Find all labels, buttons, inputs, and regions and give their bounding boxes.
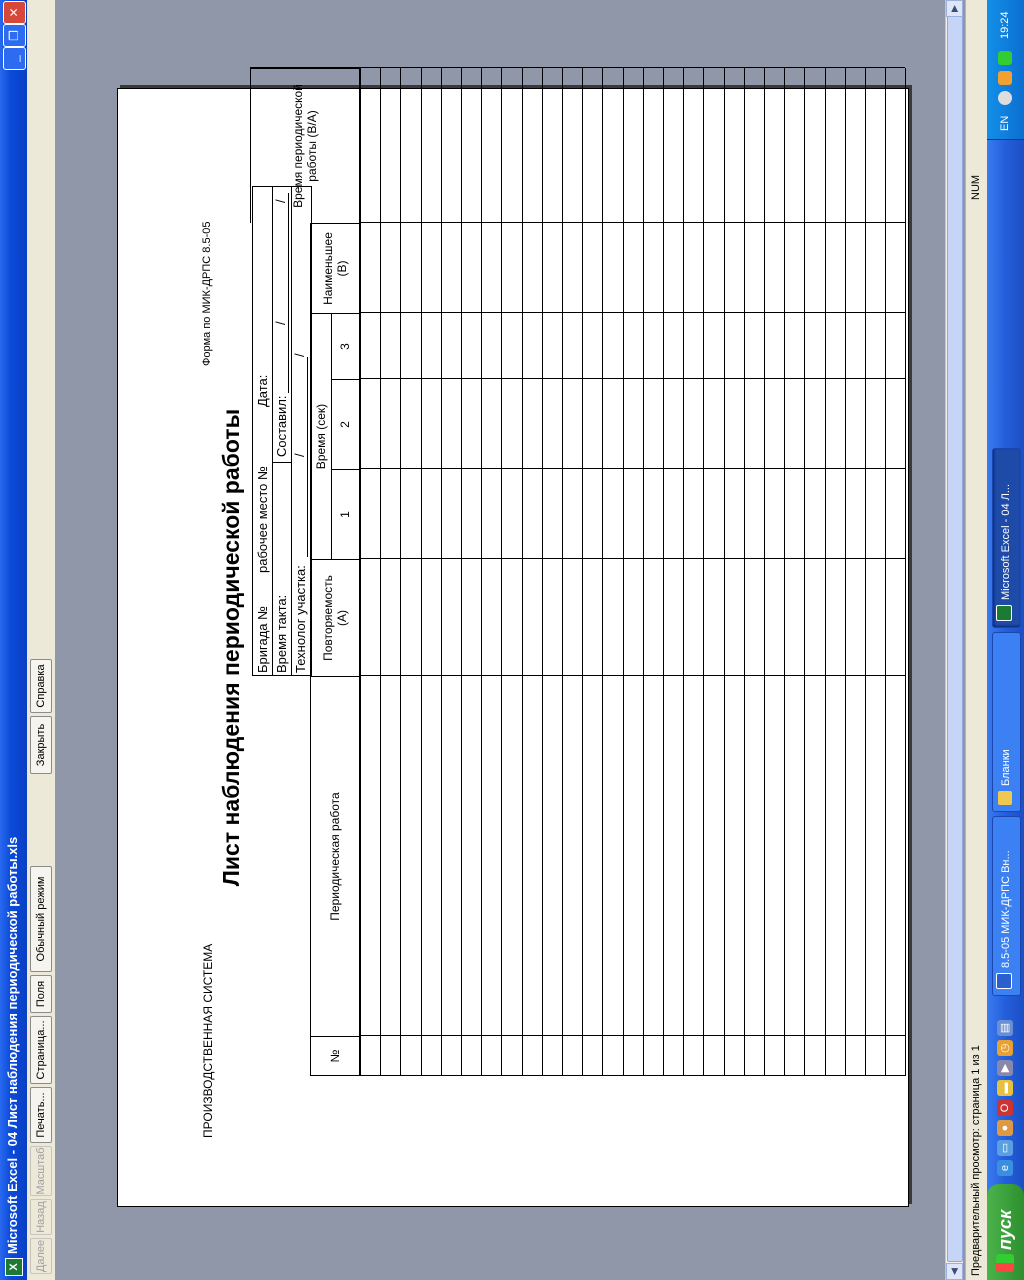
status-bar	[965, 0, 988, 1280]
window-icon[interactable]: ▤	[997, 1020, 1013, 1036]
ie-icon[interactable]: e	[997, 1160, 1013, 1176]
col-header-t3: 3	[332, 313, 360, 379]
technologist-slash-2: /	[292, 353, 307, 357]
preview-workspace	[55, 0, 965, 1280]
task-word-document[interactable]: 8.5-05 МИК-ДРПС Вн...	[992, 816, 1021, 996]
col-header-work: Периодическая работа	[310, 676, 360, 1036]
table-col-line	[360, 312, 905, 313]
scroll-right-icon[interactable]: ▶	[946, 0, 963, 17]
info-row-2	[272, 187, 292, 675]
system-tray	[987, 0, 1024, 140]
windows-logo-icon	[996, 1254, 1014, 1272]
table-row-line	[905, 68, 906, 1076]
table-col-line	[360, 558, 905, 559]
clock-icon[interactable]: ◷	[997, 1040, 1013, 1056]
info-block	[252, 186, 312, 676]
table-row-line	[501, 68, 502, 1076]
desktop-icon[interactable]: ▭	[997, 1140, 1013, 1156]
date-label: Дата:	[255, 374, 270, 407]
table-col-line	[360, 468, 905, 469]
table-row-line	[623, 68, 624, 1076]
table-row-line	[643, 68, 644, 1076]
printed-page[interactable]	[117, 84, 909, 1207]
table-row-line	[522, 68, 523, 1076]
compiled-slash-1: /	[273, 321, 288, 325]
taskbar	[987, 0, 1024, 1280]
table-row-line	[562, 68, 563, 1076]
language-indicator[interactable]: EN	[999, 115, 1011, 131]
col-header-repeat: Повторяемость (А)	[310, 559, 360, 676]
compiled-slash-2: /	[273, 199, 288, 203]
word-icon	[996, 973, 1012, 989]
table-row-line	[542, 68, 543, 1076]
takt-label: Время такта:	[274, 594, 289, 673]
folder-icon	[998, 791, 1012, 805]
table-row-line	[400, 68, 401, 1076]
firefox-icon[interactable]: ●	[997, 1120, 1013, 1136]
table-row-line	[744, 68, 745, 1076]
table-row-line	[764, 68, 765, 1076]
status-text: Предварительный просмотр: страница 1 из 1	[970, 1045, 982, 1276]
info-divider	[272, 462, 291, 463]
close-button[interactable]: ✕	[3, 1, 26, 24]
horizontal-scrollbar[interactable]	[945, 0, 963, 1280]
restore-button[interactable]: ❐	[3, 24, 26, 47]
document-title: Лист наблюдения периодической работы	[218, 408, 244, 887]
table-row-line	[380, 68, 381, 1076]
tray-app-icon[interactable]	[998, 71, 1012, 85]
technologist-label: Технолог участка:	[293, 565, 308, 673]
volume-icon[interactable]	[998, 91, 1012, 105]
print-button[interactable]: Печать...	[30, 1087, 52, 1143]
compiled-underline	[288, 193, 289, 393]
header-left: ПРОИЗВОДСТВЕННАЯ СИСТЕМА	[201, 943, 215, 1138]
col-header-num: №	[310, 1036, 360, 1076]
margins-button[interactable]: Поля	[30, 975, 52, 1013]
help-button[interactable]: Справка	[30, 659, 52, 713]
table-col-line	[360, 222, 905, 223]
excel-icon: X	[5, 1258, 23, 1276]
num-indicator: NUM	[970, 174, 982, 200]
table-row-line	[703, 68, 704, 1076]
normal-view-button[interactable]: Обычный режим	[30, 866, 52, 972]
table-row-line	[481, 68, 482, 1076]
technologist-underline	[307, 357, 308, 557]
window-title: Microsoft Excel - 04 Лист наблюдения периодической работы.xls	[5, 836, 20, 1254]
workplace-label: рабочее место №	[255, 466, 270, 573]
task-excel[interactable]: Microsoft Excel - 04 Л...	[992, 448, 1021, 628]
table-row-line	[461, 68, 462, 1076]
col-header-t1: 1	[332, 469, 360, 559]
folder-icon[interactable]: ▬	[997, 1080, 1013, 1096]
next-button[interactable]: Далее	[30, 1238, 52, 1274]
info-row-3	[291, 187, 310, 675]
table-col-line	[360, 1075, 905, 1076]
minimize-button[interactable]: _	[3, 47, 26, 70]
col-header-min: Наименьшее (В)	[310, 223, 360, 313]
print-preview-toolbar	[27, 0, 56, 1280]
media-icon[interactable]: ▶	[997, 1060, 1013, 1076]
page-setup-button[interactable]: Страница...	[30, 1016, 52, 1084]
table-row-line	[825, 68, 826, 1076]
header-right: Форма по МИК-ДРПС 8.5-05	[201, 221, 213, 366]
col-header-period: Время периодической работы (В/А)	[250, 68, 360, 223]
brigade-label: Бригада №	[255, 605, 270, 673]
table-col-line	[360, 378, 905, 379]
info-row-1	[253, 187, 273, 675]
technologist-slash-1: /	[292, 453, 307, 457]
table-row-line	[441, 68, 442, 1076]
table-col-line	[360, 675, 905, 676]
table-row-line	[845, 68, 846, 1076]
table-row-line	[804, 68, 805, 1076]
col-header-t2: 2	[332, 379, 360, 469]
table-row-line	[885, 68, 886, 1076]
table-row-line	[724, 68, 725, 1076]
table-row-line	[865, 68, 866, 1076]
back-button[interactable]: Назад	[30, 1199, 52, 1235]
table-row-line	[683, 68, 684, 1076]
network-icon[interactable]	[998, 51, 1012, 65]
scroll-thumb[interactable]	[947, 16, 963, 1262]
table-col-line	[360, 1035, 905, 1036]
table-row-line	[663, 68, 664, 1076]
table-row-line	[360, 68, 361, 1076]
start-button[interactable]: пуск	[987, 1184, 1024, 1280]
col-header-time: Время (сек)	[310, 313, 332, 559]
zoom-button[interactable]: Масштаб	[30, 1146, 52, 1196]
clock: 19:24	[999, 11, 1011, 39]
table-col-line	[250, 67, 905, 68]
compiled-label: Составил:	[274, 395, 289, 457]
table-row-line	[784, 68, 785, 1076]
task-folder-blanks[interactable]: Бланки	[992, 632, 1021, 812]
excel-icon	[996, 605, 1012, 621]
close-preview-button[interactable]: Закрыть	[30, 716, 52, 774]
table-row-line	[421, 68, 422, 1076]
title-bar[interactable]	[0, 0, 27, 1280]
opera-icon[interactable]: O	[997, 1100, 1013, 1116]
table-row-line	[582, 68, 583, 1076]
scroll-left-icon[interactable]: ◀	[946, 1263, 963, 1280]
table-row-line	[602, 68, 603, 1076]
